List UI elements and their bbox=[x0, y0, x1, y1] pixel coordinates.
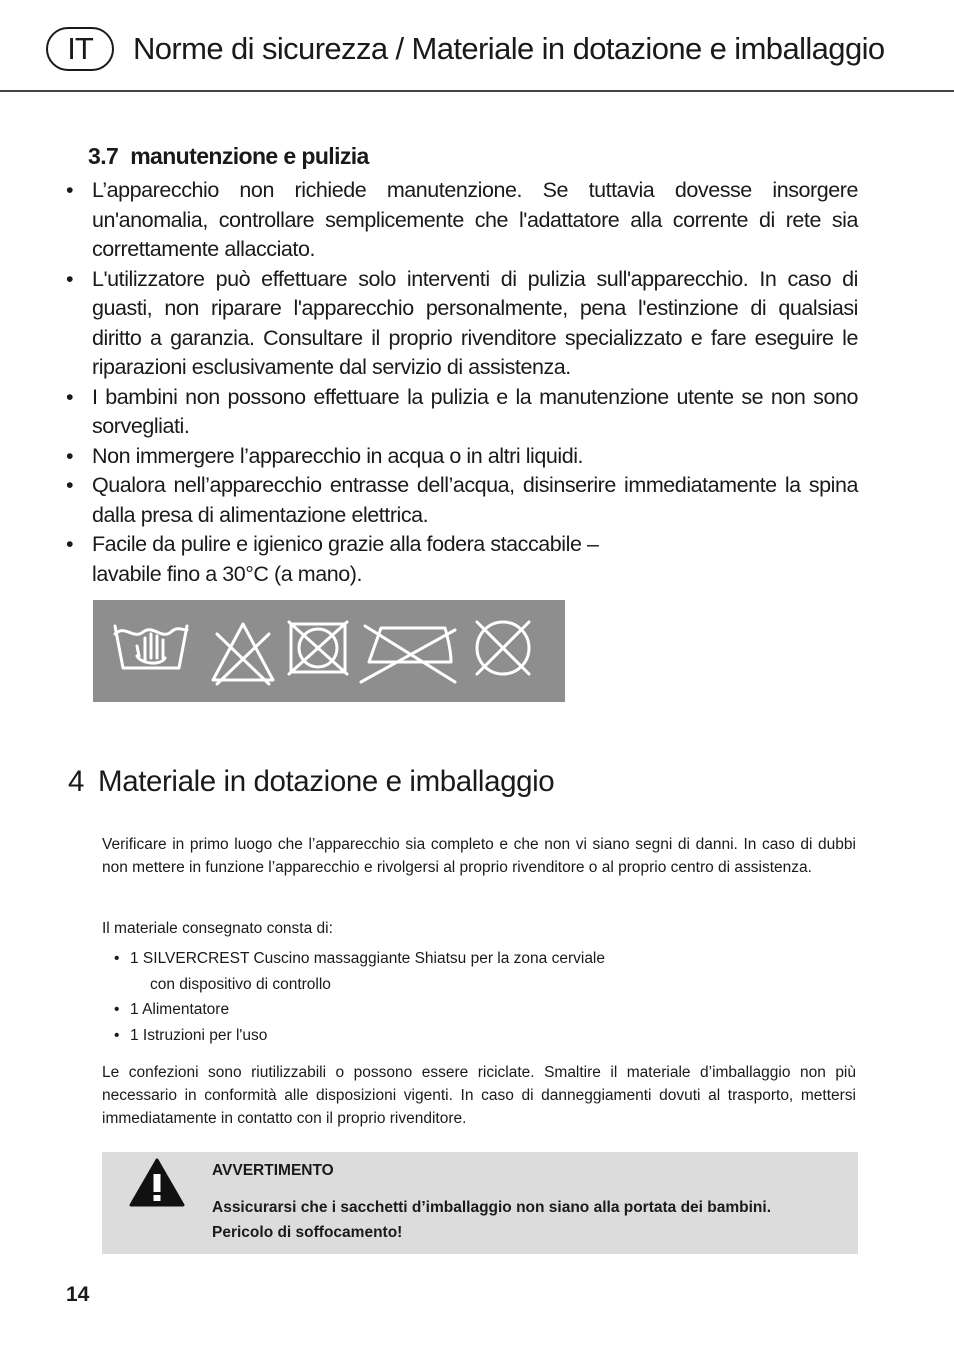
hand-wash-icon bbox=[115, 626, 187, 668]
list-item bbox=[114, 997, 605, 1023]
care-symbols-panel bbox=[93, 600, 565, 702]
subsection-title: manutenzione e pulizia bbox=[130, 143, 369, 169]
list-intro: Il materiale consegnato consta di: bbox=[102, 920, 333, 937]
language-badge: IT bbox=[46, 27, 114, 71]
list-item bbox=[114, 1023, 605, 1049]
page-header-title: Norme di sicurezza / Materiale in dotazione e imballaggio bbox=[133, 31, 885, 66]
list-item-text: 1 SILVERCREST Cuscino massaggiante Shiatsu per la zona cerviale bbox=[130, 950, 605, 967]
page-header bbox=[0, 0, 954, 92]
subsection-heading bbox=[88, 141, 369, 171]
maintenance-bullet: • L'utilizzatore può effettuare solo interventi di pulizia sull'apparecchio. In caso di guasti, non riparare l'apparecchio personalmente, pena l'estinzione di qualsiasi diritto a garanzia. Consultare il proprio rivenditore specializzato e fare eseguire le riparazioni esclusivamente dal servizio di assistenza. bbox=[66, 265, 858, 383]
no-dry-clean-icon bbox=[477, 622, 529, 674]
list-item-continuation: con dispositivo di controllo bbox=[150, 975, 331, 993]
maintenance-bullet-list bbox=[66, 176, 858, 589]
maintenance-bullet: • I bambini non possono effettuare la pulizia e la manutenzione utente se non sono sorvegliati. bbox=[66, 383, 858, 442]
section-title: Materiale in dotazione e imballaggio bbox=[98, 765, 555, 798]
warning-box bbox=[102, 1152, 858, 1254]
warning-line: Pericolo di soffocamento! bbox=[212, 1224, 403, 1241]
list-item bbox=[114, 946, 605, 997]
maintenance-bullet bbox=[66, 530, 858, 589]
no-tumble-dry-icon bbox=[289, 622, 347, 674]
maintenance-bullet-line: lavabile fino a 30°C (a mano). bbox=[92, 561, 362, 586]
warning-triangle-icon bbox=[129, 1157, 185, 1207]
list-item-text: 1 Alimentatore bbox=[130, 1001, 230, 1018]
warning-text bbox=[212, 1195, 832, 1245]
contents-list bbox=[114, 946, 605, 1048]
maintenance-bullet: • L’apparecchio non richiede manutenzione. Se tuttavia dovesse insorgere un'anomalia, controllare semplicemente che l'adattatore alla corrente di rete sia correttamente allacciato. bbox=[66, 176, 858, 265]
maintenance-bullet-line: Facile da pulire e igienico grazie alla fodera staccabile – bbox=[92, 532, 599, 556]
warning-title: AVVERTIMENTO bbox=[212, 1162, 334, 1179]
warning-line: Assicurarsi che i sacchetti d’imballaggio non siano alla portata dei bambini. bbox=[212, 1199, 772, 1216]
section-number: 4 bbox=[68, 765, 85, 798]
subsection-number: 3.7 bbox=[88, 143, 119, 169]
no-bleach-icon bbox=[213, 624, 273, 684]
packaging-paragraph: Le confezioni sono riutilizzabili o possono essere riciclate. Smaltire il materiale d’imballaggio non più necessario in conformità alle disposizioni vigenti. In caso di danneggiamenti dovuti al trasporto, mettersi immediatamente in contatto con il proprio rivenditore. bbox=[102, 1064, 856, 1127]
maintenance-bullet: • Qualora nell’apparecchio entrasse dell’acqua, disinserire immediatamente la spina dalla presa di alimentazione elettrica. bbox=[66, 471, 858, 530]
no-iron-icon bbox=[361, 626, 455, 682]
list-item-text: 1 Istruzioni per l'uso bbox=[130, 1026, 268, 1044]
section-heading bbox=[68, 762, 554, 802]
page-number: 14 bbox=[66, 1283, 90, 1306]
intro-paragraph: Verificare in primo luogo che l’apparecchio sia completo e che non vi siano segni di danni. In caso di dubbi non mettere in funzione l’apparecchio e rivolgersi al proprio rivenditore o al proprio centro di assistenza. bbox=[102, 836, 856, 876]
maintenance-bullet: • Non immergere l’apparecchio in acqua o in altri liquidi. bbox=[66, 442, 858, 472]
